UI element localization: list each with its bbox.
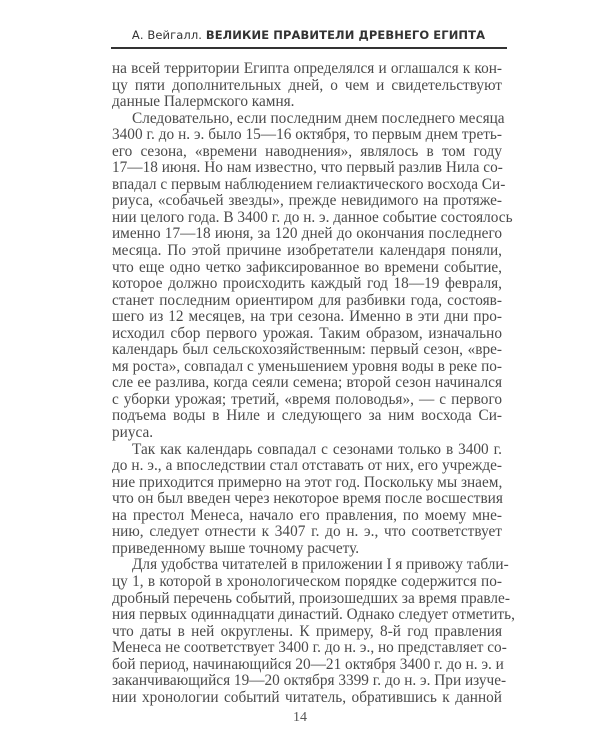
page-number: 14 — [293, 710, 307, 725]
text-line: что он был введен через некоторое время после восшествия — [112, 490, 503, 508]
text-line: его сезона, «времени наводнения», являлось в том году — [112, 142, 502, 160]
text-line: приведенному выше точному расчету. — [112, 539, 360, 557]
text-line: на всей территории Египта определялся и оглашался к кон- — [112, 60, 502, 77]
text-line: Следовательно, если последним днем последнего месяца — [132, 109, 505, 127]
paragraph — [112, 556, 515, 706]
text-line: мя роста», совпадал с уменьшением уровня воды в реке по- — [112, 357, 502, 375]
text-line: станет последним ориентиром для разбивки года, состояв- — [112, 291, 502, 309]
text-line: календарь был сельскохозяйственным: первый сезон, «вре- — [112, 341, 502, 359]
text-line: цу пяти дополнительных дней, о чем и свидетельствуют — [112, 76, 502, 94]
text-line: с уборки урожая; третий, «время половодья», — с первого — [112, 390, 502, 408]
text-line: дробный перечень событий, произошедших за время правле- — [112, 589, 510, 607]
text-line: Менеса не соответствует 3400 г. до н. э., но представляет со- — [112, 639, 507, 657]
text-line: которое должно происходить каждый год 18—19 февраля, — [112, 275, 502, 293]
text-line: сле ее разлива, когда сеяли семена; второй сезон начинался — [112, 374, 502, 392]
paragraph — [112, 109, 513, 442]
header-title: ВЕЛИКИЕ ПРАВИТЕЛИ ДРЕВНЕГО ЕГИПТА — [205, 28, 486, 42]
text-line: нии целого года. В 3400 г. до н. э. данное событие состоялось — [112, 208, 513, 226]
text-line: именно 17—18 июня, за 120 дней до окончания последнего — [112, 225, 502, 243]
text-line: месяца. По этой причине изобретатели календаря поняли, — [112, 242, 502, 260]
text-line: что еще одно четко зафиксированное во времени событие, — [112, 258, 502, 276]
header-rule — [111, 47, 507, 49]
text-line: цу 1, в которой в хронологическом порядке содержится по- — [112, 572, 502, 590]
text-line: впадал с первым наблюдением гелиактического восхода Си- — [112, 175, 506, 193]
text-line: риуса. — [112, 424, 154, 442]
text-line: ние приходится примерно на этот год. Поскольку мы знаем, — [112, 473, 503, 491]
text-line: шего из 12 месяцев, на три сезона. Именно в эти дни про- — [112, 308, 502, 326]
text-line: до н. э., а впоследствии стал отставать от них, его учрежде- — [112, 457, 502, 475]
text-line: данные Палермского камня. — [112, 93, 295, 111]
text-line: ния первых одиннадцати династий. Однако следует отметить, — [112, 606, 515, 624]
text-line: бой период, начинающийся 20—21 октября 3400 г. до н. э. и — [112, 655, 504, 673]
text-line: подъема воды в Ниле и следующего за ним восхода Си- — [112, 407, 502, 425]
text-line: нии хронологии событий читатель, обратившись к данной — [112, 688, 502, 706]
text-line: заканчивающийся 19—20 октября 3399 г. до н. э. При изуче- — [112, 672, 507, 690]
text-line: 3400 г. до н. э. было 15—16 октября, то первым днем треть- — [112, 126, 502, 144]
text-line: Для удобства читателей в приложении I я привожу табли- — [132, 556, 509, 574]
text-line: риуса, «собачьей звезды», прежде невидимого на протяже- — [112, 192, 502, 210]
text-line: нию, следует отнести к 3407 г. до н. э., что соответствует — [112, 523, 502, 541]
text-line: что даты в ней округлены. К примеру, 8-й год правления — [112, 622, 502, 640]
text-line: 17—18 июня. Но нам известно, что первый разлив Нила со- — [112, 159, 503, 177]
text-line: на престол Менеса, начало его правления, по моему мне- — [112, 506, 502, 524]
page-body — [112, 60, 515, 706]
running-header — [110, 28, 507, 42]
paragraph — [112, 61, 502, 111]
text-line: Так как календарь совпадал с сезонами только в 3400 г. — [132, 440, 502, 458]
paragraph — [112, 442, 502, 558]
header-author: А. Вейгалл. — [131, 28, 203, 42]
text-line: исходил сбор первого урожая. Таким образом, изначально — [112, 324, 502, 342]
